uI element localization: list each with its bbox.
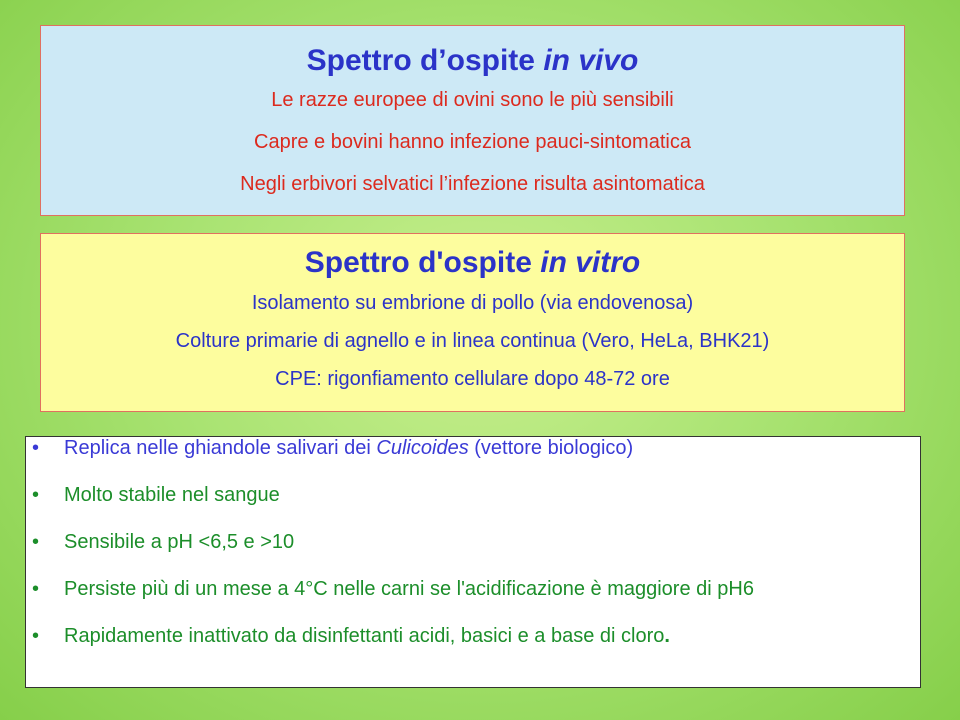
bullet-marker: • [32,531,40,553]
in-vivo-line-1: Le razze europee di ovini sono le più sensibili [271,89,674,111]
properties-panel [25,436,921,688]
list-item: • Rapidamente inattivato da disinfettanti acidi, basici e a base di cloro. [26,613,920,660]
in-vitro-line-3: CPE: rigonfiamento cellulare dopo 48-72 ore [275,368,670,390]
in-vitro-title-italic: in vitro [540,246,641,279]
in-vitro-line-2: Colture primarie di agnello e in linea continua (Vero, HeLa, BHK21) [175,330,770,352]
list-item: • Molto stabile nel sangue [26,472,920,519]
list-item: • Replica nelle ghiandole salivari dei Culicoides (vettore biologico) [26,436,920,472]
in-vivo-title-italic: in vivo [543,44,639,77]
in-vitro-panel [40,233,905,412]
properties-list [26,436,920,660]
culicoides-italic: Culicoides [376,437,469,459]
in-vitro-title: Spettro d'ospite in vitro [304,246,641,279]
list-item: • Persiste più di un mese a 4°C nelle carni se l'acidificazione è maggiore di pH6 [26,566,920,613]
in-vitro-line-1: Isolamento su embrione di pollo (via endovenosa) [251,292,694,314]
in-vivo-line-3: Negli erbivori selvatici l’infezione risulta asintomatica [240,173,705,195]
bullet-marker: • [32,578,40,600]
in-vivo-panel [40,25,905,216]
in-vivo-line-2: Capre e bovini hanno infezione pauci-sintomatica [254,131,691,153]
bullet-marker: • [32,484,40,506]
list-item: • Sensibile a pH <6,5 e >10 [26,519,920,566]
bullet-marker: • [32,625,40,647]
bullet-marker: • [32,437,40,459]
in-vivo-title: Spettro d’ospite in vivo [306,44,639,77]
final-period: . [664,625,670,647]
